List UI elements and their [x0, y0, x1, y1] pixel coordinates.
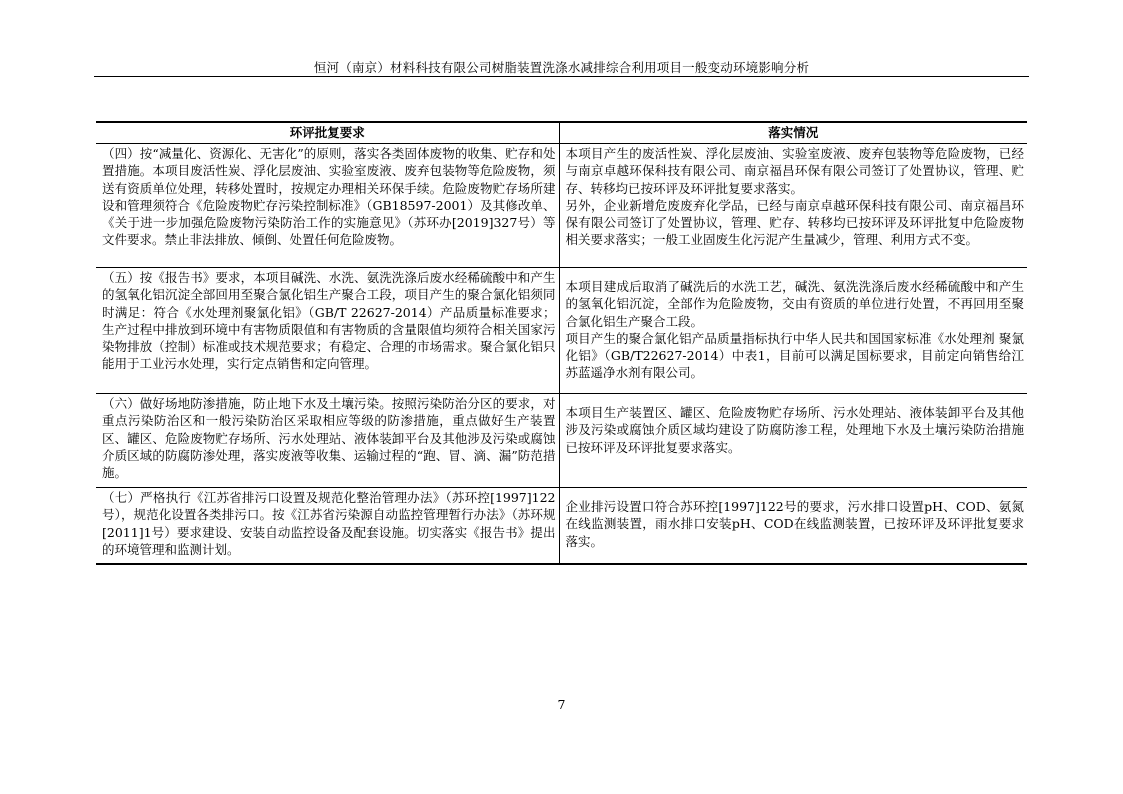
approval-implementation-table [96, 121, 1027, 565]
table-row [96, 488, 1027, 564]
implementation-paragraph: 另外，企业新增危废废弃化学品，已经与南京卓越环保科技有限公司、南京福昌环保有限公司签订了处置协议，管理、贮存、转移均已按环评及环评批复中危险废物相关要求落实；一般工业固废生化污泥产生量减少，管理、利用方式不变。 [565, 197, 1024, 248]
table-row [96, 144, 1027, 268]
requirement-cell: （五）按《报告书》要求，本项目碱洗、水洗、氨洗洗涤后废水经稀硫酸中和产生的氢氧化铝沉淀全部回用至聚合氯化铝生产聚合工段，项目产生的聚合氯化铝须同时满足：符合《水处理剂聚氯化铝》（GB/T 22627-2014）产品质量标准要求；生产过程中排放到环境中有害物质限值和有害物质的含量限值均须符合相关国家污染物排放（控制）标准或技术规范要求；有稳定、合理的市场需求。聚合氯化铝只能用于工业污水处理，实行定点销售和定向管理。 [96, 268, 559, 394]
implementation-paragraph: 本项目生产装置区、罐区、危险废物贮存场所、污水处理站、液体装卸平台及其他涉及污染或腐蚀介质区域均建设了防腐防渗工程，处理地下水及土壤污染防治措施已按环评及环评批复要求落实。 [565, 405, 1024, 455]
column-header-requirements: 环评批复要求 [96, 122, 559, 144]
page-number: 7 [557, 697, 566, 712]
implementation-paragraph: 本项目建成后取消了碱洗后的水洗工艺，碱洗、氨洗洗涤后废水经稀硫酸中和产生的氢氧化铝沉淀，全部作为危险废物，交由有资质的单位进行处置，不再回用至聚合氯化铝生产聚合工段。 [565, 279, 1024, 329]
requirement-cell: （四）按“减量化、资源化、无害化”的原则，落实各类固体废物的收集、贮存和处置措施。本项目废活性炭、浮化层废油、实验室废液、废弃包装物等危险废物，须送有资质单位处理，转移处置时，按规定办理相关环保手续。危险废物贮存场所建设和管理须符合《危险废物贮存污染控制标准》（GB18597-2001）及其修改单、《关于进一步加强危险废物污染防治工作的实施意见》（苏环办[2019]327号）等文件要求。禁止非法排放、倾倒、处置任何危险废物。 [96, 144, 559, 268]
implementation-paragraph: 本项目产生的废活性炭、浮化层废油、实验室废液、废弃包装物等危险废物，已经与南京卓越环保科技有限公司、南京福昌环保有限公司签订了处置协议，管理、贮存、转移均已按环评及环评批复要求落实。 [565, 146, 1024, 196]
requirement-cell: （七）严格执行《江苏省排污口设置及规范化整治管理办法》（苏环控[1997]122号），规范化设置各类排污口。按《江苏省污染源自动监控管理暂行办法》（苏环规[2011]1号）要求建设、安装自动监控设备及配套设施。切实落实《报告书》提出的环境管理和监测计划。 [96, 488, 559, 564]
implementation-paragraph: 企业排污设置口符合苏环控[1997]122号的要求，污水排口设置pH、COD、氨氮在线监测装置，雨水排口安装pH、COD在线监测装置，已按环评及环评批复要求落实。 [565, 499, 1024, 549]
column-header-implementation: 落实情况 [559, 122, 1027, 144]
header-divider [94, 76, 1029, 77]
table-row [96, 394, 1027, 488]
table-row [96, 268, 1027, 394]
document-header: 恒河（南京）材料科技有限公司树脂装置洗涤水减排综合利用项目一般变动环境影响分析 [313, 60, 810, 75]
implementation-paragraph: 项目产生的聚合氯化铝产品质量指标执行中华人民共和国国家标准《水处理剂 聚氯化铝》（GB/T22627-2014）中表1，目前可以满足国标要求，目前定向销售给江苏蓝遥净水剂有限公司。 [565, 330, 1024, 381]
implementation-cell [559, 488, 1027, 564]
implementation-cell [559, 394, 1027, 488]
implementation-cell [559, 268, 1027, 394]
implementation-cell [559, 144, 1027, 268]
table-header-row [96, 122, 1027, 144]
requirement-cell: （六）做好场地防渗措施，防止地下水及土壤污染。按照污染防治分区的要求，对重点污染防治区和一般污染防治区采取相应等级的防渗措施，重点做好生产装置区、罐区、危险废物贮存场所、污水处理站、液体装卸平台及其他涉及污染或腐蚀介质区域的防腐防渗处理，落实废液等收集、运输过程的“跑、冒、滴、漏”防范措施。 [96, 394, 559, 488]
